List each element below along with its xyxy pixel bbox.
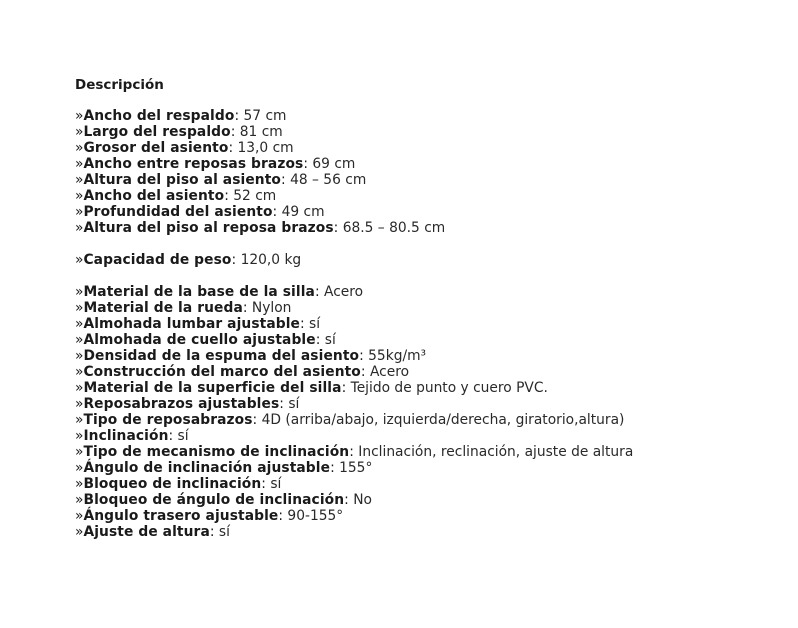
bullet: » <box>75 380 84 396</box>
spec-value: 55kg/m³ <box>368 348 427 364</box>
bullet: » <box>75 524 84 540</box>
bullet: » <box>75 188 84 204</box>
spec-separator: : <box>303 156 313 172</box>
spec-separator: : <box>230 124 240 140</box>
spec-separator: : <box>341 380 351 396</box>
spec-label: Largo del respaldo <box>83 124 231 140</box>
spec-value: 81 cm <box>239 124 283 140</box>
spec-separator: : <box>314 284 324 300</box>
spec-row <box>75 412 775 428</box>
spec-separator: : <box>281 172 291 188</box>
spec-row <box>75 172 775 188</box>
spec-separator: : <box>224 188 234 204</box>
spec-label: Bloqueo de ángulo de inclinación <box>83 492 345 508</box>
spec-row <box>75 332 775 348</box>
spec-value: 90-155° <box>287 508 344 524</box>
bullet: » <box>75 156 84 172</box>
spec-row <box>75 204 775 220</box>
spec-value: 4D (arriba/abajo, izquierda/derecha, giratorio,altura) <box>261 412 625 428</box>
spec-label: Ángulo trasero ajustable <box>83 508 279 524</box>
spec-separator: : <box>242 300 252 316</box>
spec-label: Grosor del asiento <box>83 140 229 156</box>
spec-separator: : <box>330 460 340 476</box>
spec-group-dimensions <box>75 108 775 236</box>
spec-label: Ancho del respaldo <box>83 108 235 124</box>
spec-row <box>75 460 775 476</box>
spec-row <box>75 284 775 300</box>
spec-value: sí <box>309 316 321 332</box>
spec-value: Nylon <box>251 300 292 316</box>
spec-row <box>75 140 775 156</box>
spec-label: Densidad de la espuma del asiento <box>83 348 360 364</box>
bullet: » <box>75 332 84 348</box>
spec-value: 52 cm <box>233 188 277 204</box>
bullet: » <box>75 124 84 140</box>
spec-label: Ancho del asiento <box>83 188 225 204</box>
bullet: » <box>75 300 84 316</box>
spec-separator: : <box>234 108 244 124</box>
spec-row <box>75 124 775 140</box>
bullet: » <box>75 220 84 236</box>
bullet: » <box>75 284 84 300</box>
spec-label: Inclinación <box>83 428 169 444</box>
spec-label: Ancho entre reposas brazos <box>83 156 304 172</box>
bullet: » <box>75 348 84 364</box>
spec-label: Tipo de reposabrazos <box>83 412 253 428</box>
spec-value: sí <box>218 524 230 540</box>
spec-label: Tipo de mecanismo de inclinación <box>83 444 350 460</box>
spec-row <box>75 476 775 492</box>
bullet: » <box>75 364 84 380</box>
spec-label: Altura del piso al reposa brazos <box>83 220 334 236</box>
spec-label: Material de la rueda <box>83 300 243 316</box>
bullet: » <box>75 460 84 476</box>
spec-separator: : <box>349 444 359 460</box>
spec-separator: : <box>209 524 219 540</box>
bullet: » <box>75 140 84 156</box>
spec-value: sí <box>288 396 300 412</box>
spec-row <box>75 492 775 508</box>
spec-label: Altura del piso al asiento <box>83 172 282 188</box>
spec-separator: : <box>279 396 289 412</box>
spec-label: Ajuste de altura <box>83 524 210 540</box>
spec-label: Profundidad del asiento <box>83 204 273 220</box>
spec-value: Acero <box>369 364 410 380</box>
spec-label: Ángulo de inclinación ajustable <box>83 460 331 476</box>
spec-row <box>75 252 775 268</box>
spec-separator: : <box>252 412 262 428</box>
spec-row <box>75 316 775 332</box>
bullet: » <box>75 108 84 124</box>
spec-label: Construcción del marco del asiento <box>83 364 361 380</box>
spec-value: sí <box>177 428 189 444</box>
spec-row <box>75 508 775 524</box>
spec-separator: : <box>360 364 370 380</box>
spec-value: 57 cm <box>243 108 287 124</box>
spec-separator: : <box>359 348 369 364</box>
spec-separator: : <box>168 428 178 444</box>
bullet: » <box>75 428 84 444</box>
spec-value: sí <box>270 476 282 492</box>
spec-separator: : <box>300 316 310 332</box>
bullet: » <box>75 476 84 492</box>
spec-value: No <box>353 492 372 508</box>
spec-label: Bloqueo de inclinación <box>83 476 262 492</box>
spec-label: Reposabrazos ajustables <box>83 396 280 412</box>
spec-value: Acero <box>324 284 364 300</box>
product-description <box>75 76 775 540</box>
spec-value: 48 – 56 cm <box>290 172 367 188</box>
spec-row <box>75 300 775 316</box>
spec-row <box>75 188 775 204</box>
spec-value: 13,0 cm <box>237 140 294 156</box>
spec-label: Material de la base de la silla <box>83 284 315 300</box>
spec-label: Material de la superficie del silla <box>83 380 342 396</box>
spec-separator: : <box>344 492 354 508</box>
spec-separator: : <box>333 220 343 236</box>
spec-label: Capacidad de peso <box>83 252 232 268</box>
spec-value: 68.5 – 80.5 cm <box>342 220 446 236</box>
spec-row <box>75 428 775 444</box>
spec-row <box>75 156 775 172</box>
spec-row <box>75 220 775 236</box>
spec-separator: : <box>278 508 288 524</box>
spec-value: 120,0 kg <box>240 252 302 268</box>
spec-row <box>75 396 775 412</box>
bullet: » <box>75 204 84 220</box>
spec-row <box>75 348 775 364</box>
bullet: » <box>75 444 84 460</box>
spec-separator: : <box>272 204 282 220</box>
spec-value: 49 cm <box>281 204 325 220</box>
spec-separator: : <box>231 252 241 268</box>
spec-value: Inclinación, reclinación, ajuste de altura <box>358 444 634 460</box>
spec-row <box>75 524 775 540</box>
spec-row <box>75 444 775 460</box>
description-title: Descripción <box>75 77 164 93</box>
spec-separator: : <box>315 332 325 348</box>
spec-row <box>75 364 775 380</box>
bullet: » <box>75 252 84 268</box>
spec-separator: : <box>261 476 271 492</box>
bullet: » <box>75 316 84 332</box>
spec-row <box>75 380 775 396</box>
bullet: » <box>75 508 84 524</box>
spec-row <box>75 108 775 124</box>
bullet: » <box>75 412 84 428</box>
spec-separator: : <box>228 140 238 156</box>
spec-label: Almohada lumbar ajustable <box>83 316 300 332</box>
spec-value: 155° <box>339 460 373 476</box>
spec-value: Tejido de punto y cuero PVC. <box>350 380 548 396</box>
bullet: » <box>75 396 84 412</box>
spec-label: Almohada de cuello ajustable <box>83 332 316 348</box>
spec-value: sí <box>324 332 336 348</box>
spec-value: 69 cm <box>312 156 356 172</box>
bullet: » <box>75 492 84 508</box>
spec-group-features <box>75 284 775 540</box>
bullet: » <box>75 172 84 188</box>
spec-group-capacity <box>75 252 775 268</box>
